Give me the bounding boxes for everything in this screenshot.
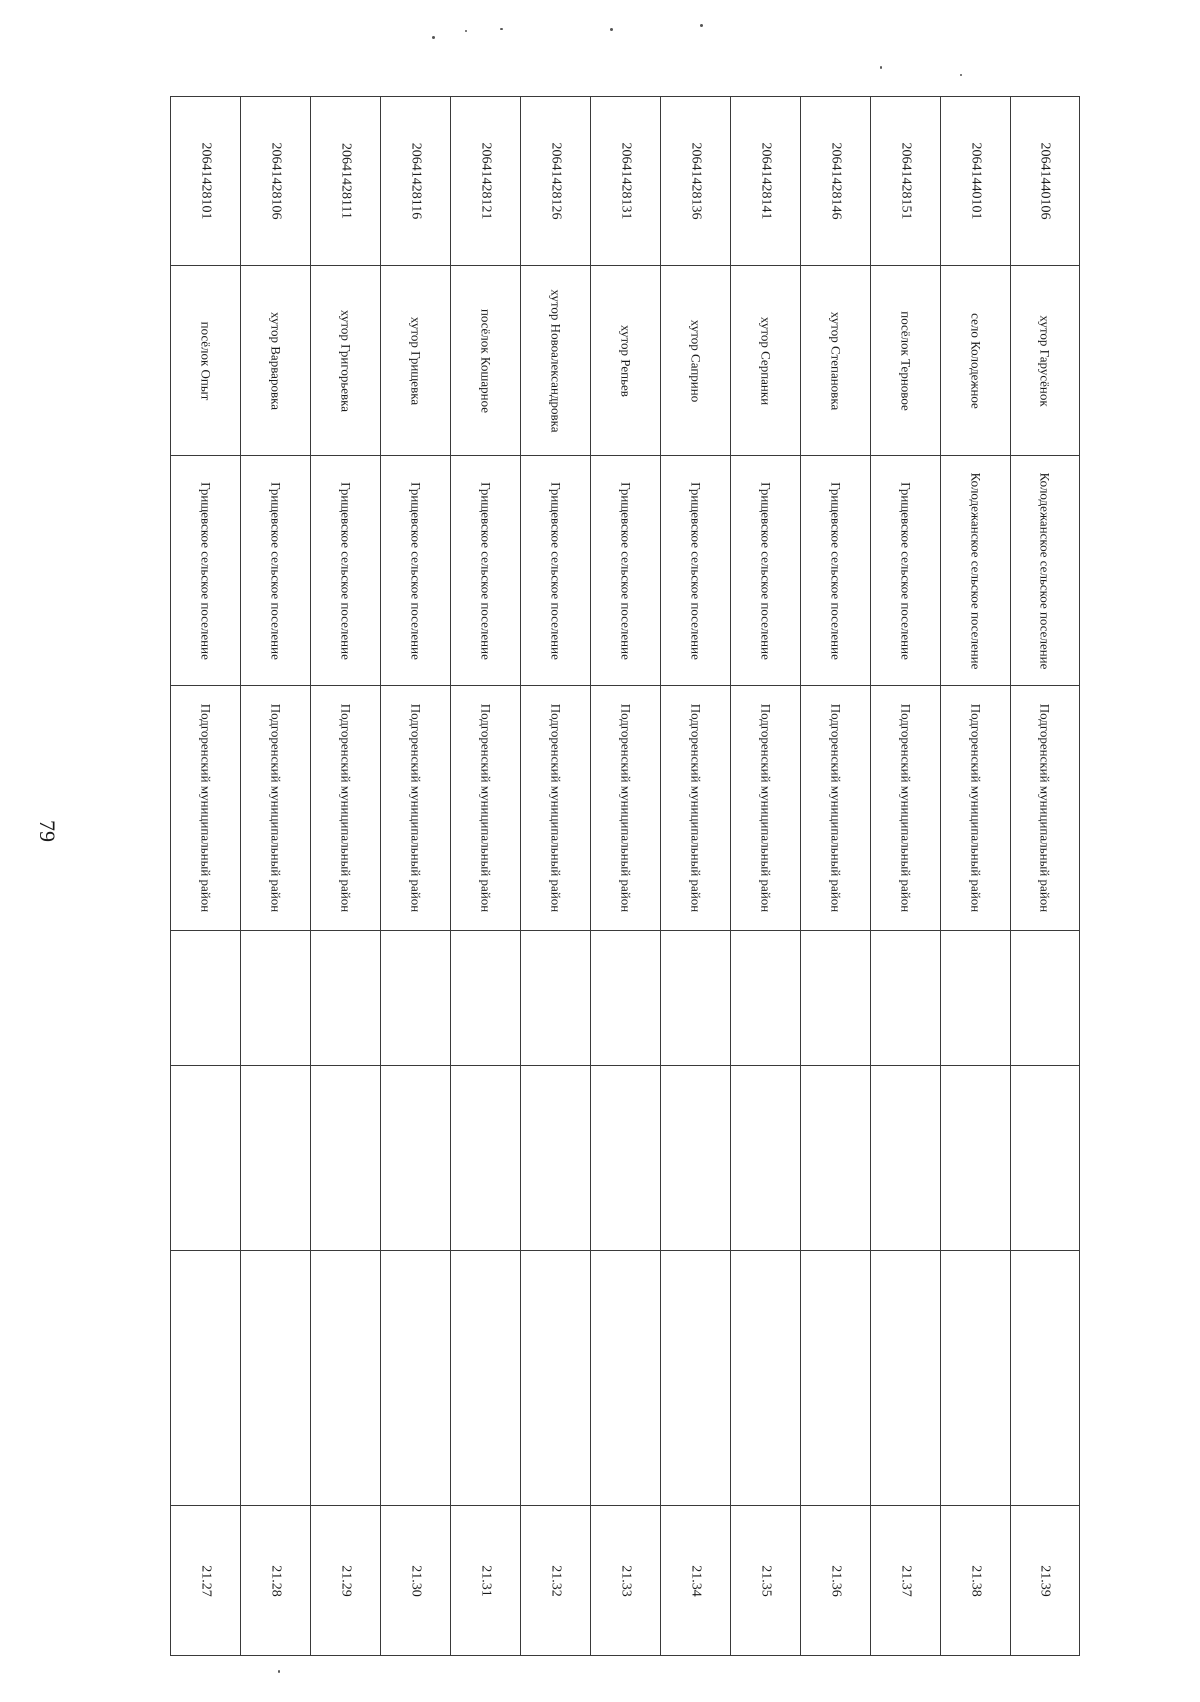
district-text: Подгоренский муниципальный район [478,703,493,913]
settlement-text: Грищевское сельское поселение [548,481,563,660]
empty-cell [591,931,660,1066]
okato-code-cell [661,96,730,266]
okato-code-cell [801,96,870,266]
row-number-text: 21.35 [758,1564,773,1597]
row-number-text: 21.31 [478,1564,493,1597]
row-number-cell [871,1506,940,1656]
district-text: Подгоренский муниципальный район [548,703,563,913]
settlement-text: Грищевское сельское поселение [338,481,353,660]
empty-cell [1011,1066,1079,1251]
locality-name-cell [591,266,660,456]
settlement-text: Грищевское сельское поселение [688,481,703,660]
empty-cell [941,1066,1010,1251]
district-text: Подгоренский муниципальный район [898,703,913,913]
row-number-cell [1011,1506,1079,1656]
locality-name-text: хутор Репьев [618,324,633,397]
empty-cell [311,1066,380,1251]
settlement-cell [521,456,590,686]
district-cell [731,686,800,931]
empty-cell [171,1251,240,1506]
locality-name-cell [801,266,870,456]
empty-cell [871,1066,940,1251]
okato-code-text: 20641428116 [408,142,423,220]
settlement-text: Грищевское сельское поселение [478,481,493,660]
settlement-cell [731,456,800,686]
okato-code-text: 20641428141 [758,142,773,220]
empty-cell [451,931,520,1066]
empty-cell [591,1066,660,1251]
empty-cell [521,1066,590,1251]
empty-cell [381,1066,450,1251]
table-row [730,96,800,1656]
district-cell [591,686,660,931]
row-number-text: 21.38 [968,1564,983,1597]
district-cell [451,686,520,931]
row-number-cell [801,1506,870,1656]
row-number-text: 21.28 [268,1564,283,1597]
table-row [1010,96,1080,1656]
empty-cell [941,1251,1010,1506]
district-cell [941,686,1010,931]
locality-name-text: хутор Серпанки [758,316,773,405]
empty-cell [591,1251,660,1506]
row-number-cell [171,1506,240,1656]
empty-cell [171,931,240,1066]
okato-code-text: 20641440101 [968,142,983,220]
empty-cell [661,1066,730,1251]
locality-name-cell [941,266,1010,456]
scan-speck [500,28,503,30]
locality-name-text: хутор Варваровка [268,311,283,410]
settlement-text: Грищевское сельское поселение [758,481,773,660]
row-number-text: 21.37 [898,1564,913,1597]
table-row [450,96,520,1656]
row-number-cell [591,1506,660,1656]
okato-code-text: 20641428101 [198,142,213,220]
empty-cell [941,931,1010,1066]
empty-cell [801,931,870,1066]
district-text: Подгоренский муниципальный район [758,703,773,913]
district-text: Подгоренский муниципальный район [968,703,983,913]
okato-code-text: 20641428146 [828,142,843,220]
locality-name-text: хутор Саприно [688,319,703,402]
district-text: Подгоренский муниципальный район [268,703,283,913]
empty-cell [871,931,940,1066]
empty-cell [871,1251,940,1506]
settlement-text: Грищевское сельское поселение [268,481,283,660]
okato-code-text: 20641428121 [478,142,493,220]
row-number-cell [451,1506,520,1656]
empty-cell [801,1251,870,1506]
okato-code-text: 20641428106 [268,142,283,220]
empty-cell [1011,1251,1079,1506]
okato-code-text: 20641428111 [338,143,353,219]
empty-cell [731,1251,800,1506]
row-number-text: 21.27 [198,1564,213,1597]
table-row [170,96,240,1656]
locality-name-cell [451,266,520,456]
empty-cell [311,931,380,1066]
empty-cell [801,1066,870,1251]
okato-code-text: 20641428126 [548,142,563,220]
row-number-cell [311,1506,380,1656]
settlement-text: Грищевское сельское поселение [898,481,913,660]
empty-cell [311,1251,380,1506]
district-text: Подгоренский муниципальный район [338,703,353,913]
empty-cell [381,1251,450,1506]
okato-code-cell [311,96,380,266]
settlement-text: Грищевское сельское поселение [198,481,213,660]
scan-speck [610,28,613,31]
scan-speck [432,36,435,39]
okato-code-cell [171,96,240,266]
locality-name-text: посёлок Кошарное [478,308,493,413]
locality-name-text: хутор Гарусёнок [1037,314,1053,407]
locality-name-text: село Колодежное [968,312,983,409]
district-cell [241,686,310,931]
okato-code-cell [521,96,590,266]
district-cell [661,686,730,931]
empty-cell [451,1066,520,1251]
empty-cell [521,1251,590,1506]
settlement-text: Грищевское сельское поселение [828,481,843,660]
scan-speck [278,1670,280,1673]
locality-name-text: хутор Новоалександровка [548,288,563,433]
empty-cell [661,931,730,1066]
page-number: 79 [35,820,60,842]
row-number-cell [521,1506,590,1656]
settlement-text: Колодежанское сельское поселение [1037,472,1053,669]
okato-code-cell [1011,96,1079,266]
locality-name-text: посёлок Терновое [898,310,913,411]
row-number-text: 21.39 [1037,1564,1053,1597]
locality-name-cell [521,266,590,456]
settlements-table [170,96,1080,1656]
district-cell [171,686,240,931]
locality-name-cell [311,266,380,456]
settlement-cell [591,456,660,686]
scan-speck [700,24,703,27]
settlement-cell [311,456,380,686]
empty-cell [661,1251,730,1506]
locality-name-cell [1011,266,1079,456]
table-row [240,96,310,1656]
district-text: Подгоренский муниципальный район [828,703,843,913]
locality-name-text: посёлок Опыт [198,321,213,400]
locality-name-text: хутор Грищевка [408,316,423,405]
settlement-text: Грищевское сельское поселение [618,481,633,660]
table-row [590,96,660,1656]
settlement-cell [171,456,240,686]
locality-name-cell [661,266,730,456]
locality-name-text: хутор Григорьевка [338,309,353,412]
scan-speck [880,66,882,69]
row-number-text: 21.33 [618,1564,633,1597]
empty-cell [241,931,310,1066]
district-cell [381,686,450,931]
scan-speck [960,74,962,76]
table-row [940,96,1010,1656]
locality-name-cell [241,266,310,456]
locality-name-cell [871,266,940,456]
settlement-cell [241,456,310,686]
table-row [870,96,940,1656]
empty-cell [241,1251,310,1506]
row-number-text: 21.36 [828,1564,843,1597]
settlement-text: Колодежанское сельское поселение [968,472,983,669]
settlement-cell [381,456,450,686]
district-cell [521,686,590,931]
okato-code-cell [871,96,940,266]
district-text: Подгоренский муниципальный район [1037,703,1053,913]
okato-code-cell [731,96,800,266]
table-row [310,96,380,1656]
settlement-cell [1011,456,1079,686]
settlement-cell [871,456,940,686]
okato-code-text: 20641428136 [688,142,703,220]
locality-name-cell [731,266,800,456]
district-text: Подгоренский муниципальный район [618,703,633,913]
empty-cell [381,931,450,1066]
row-number-text: 21.34 [688,1564,703,1597]
settlement-cell [801,456,870,686]
okato-code-cell [451,96,520,266]
row-number-cell [661,1506,730,1656]
okato-code-text: 20641428151 [898,142,913,220]
empty-cell [241,1066,310,1251]
settlement-cell [941,456,1010,686]
okato-code-text: 20641428131 [618,142,633,220]
settlement-cell [451,456,520,686]
row-number-text: 21.32 [548,1564,563,1597]
district-cell [871,686,940,931]
okato-code-cell [241,96,310,266]
okato-code-cell [941,96,1010,266]
table-row [520,96,590,1656]
locality-name-cell [381,266,450,456]
empty-cell [451,1251,520,1506]
locality-name-cell [171,266,240,456]
empty-cell [171,1066,240,1251]
table-row [800,96,870,1656]
district-text: Подгоренский муниципальный район [408,703,423,913]
table-row [380,96,450,1656]
row-number-text: 21.29 [338,1564,353,1597]
okato-code-text: 20641440106 [1037,142,1053,220]
locality-name-text: хутор Степановка [828,311,843,410]
district-cell [1011,686,1079,931]
row-number-cell [241,1506,310,1656]
scan-speck [465,30,467,32]
empty-cell [731,1066,800,1251]
row-number-cell [941,1506,1010,1656]
table-row [660,96,730,1656]
okato-code-cell [381,96,450,266]
okato-code-cell [591,96,660,266]
settlement-cell [661,456,730,686]
settlement-text: Грищевское сельское поселение [408,481,423,660]
empty-cell [731,931,800,1066]
row-number-text: 21.30 [408,1564,423,1597]
empty-cell [1011,931,1079,1066]
row-number-cell [731,1506,800,1656]
row-number-cell [381,1506,450,1656]
district-cell [311,686,380,931]
district-cell [801,686,870,931]
empty-cell [521,931,590,1066]
district-text: Подгоренский муниципальный район [688,703,703,913]
district-text: Подгоренский муниципальный район [198,703,213,913]
